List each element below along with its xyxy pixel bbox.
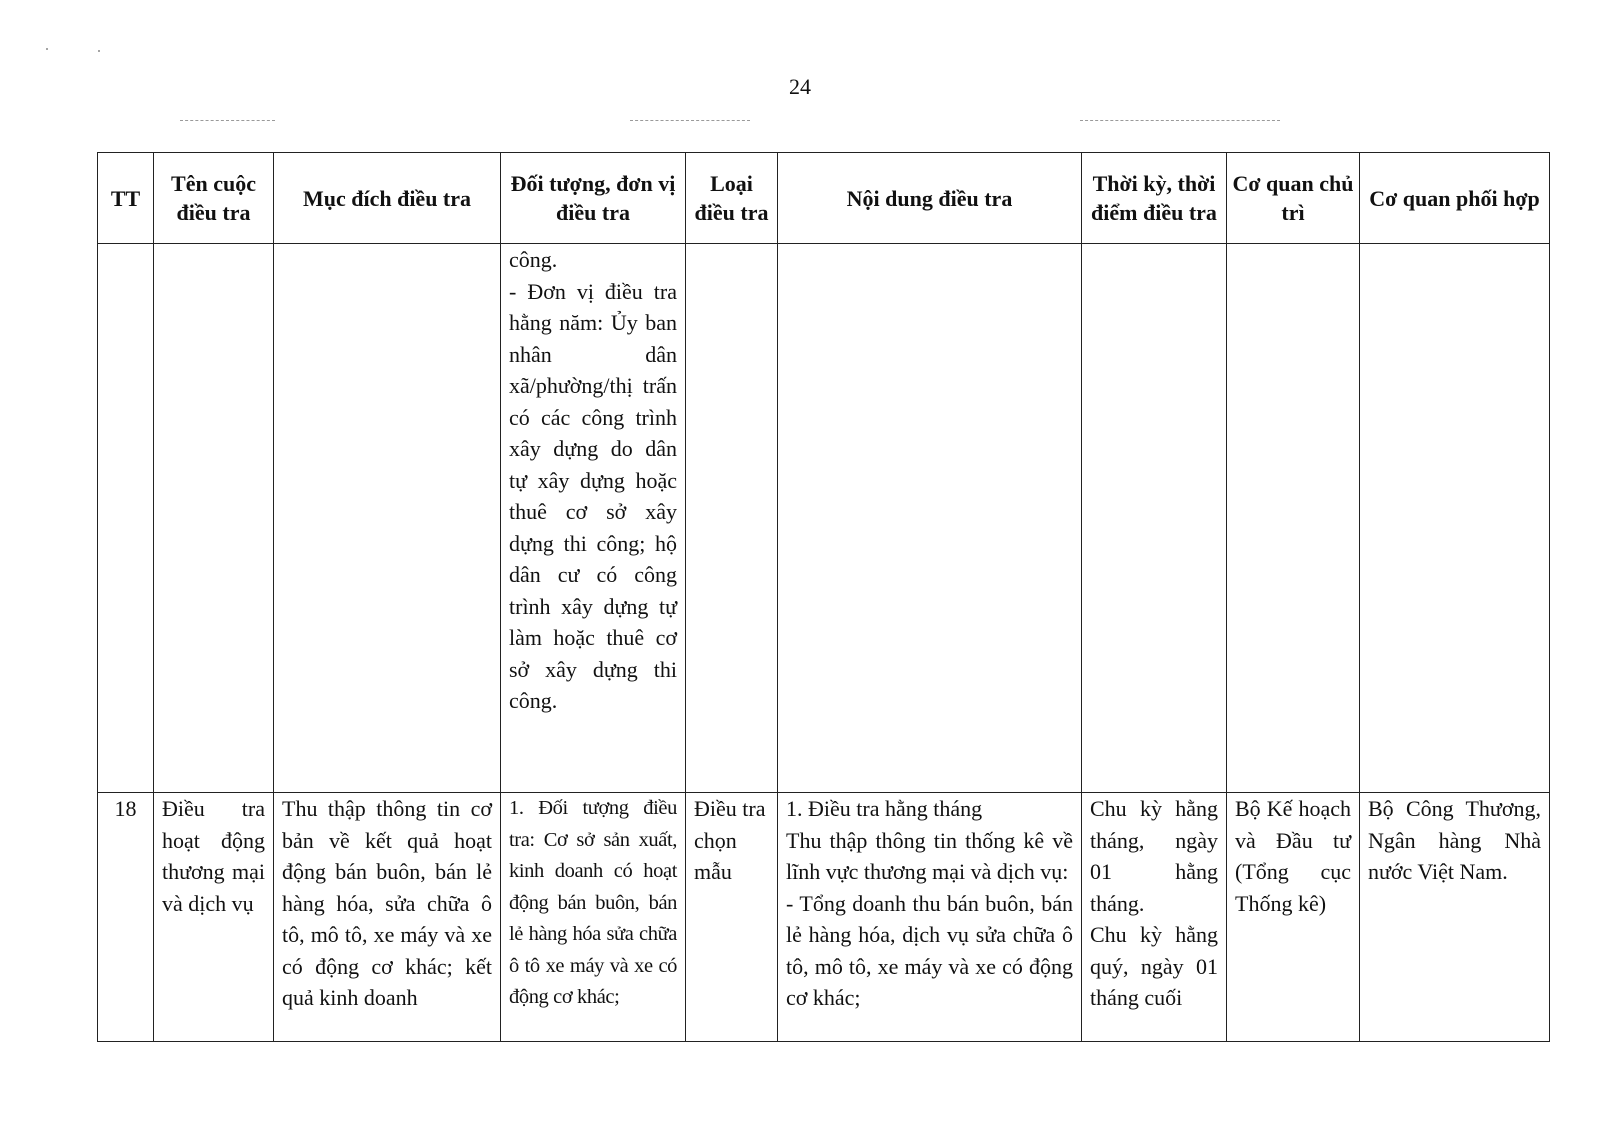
header-noi-dung: Nội dung điều tra (778, 153, 1082, 244)
cell-empty (1360, 244, 1550, 793)
cell-loai-dieu-tra: Điều tra chọn mẫu (686, 793, 778, 1042)
cell-empty (98, 244, 154, 793)
header-doi-tuong: Đối tượng, đơn vị điều tra (501, 153, 686, 244)
table-header-row (98, 153, 1550, 244)
scan-artifact (46, 48, 48, 50)
survey-table (97, 152, 1550, 1042)
cell-noi-dung (778, 793, 1082, 1042)
cell-co-quan-phoi-hop: Bộ Công Thương, Ngân hàng Nhà nước Việt Nam. (1360, 793, 1550, 1042)
cell-ten-cuoc-dieu-tra: Điều tra hoạt động thương mại và dịch vụ (154, 793, 274, 1042)
cell-empty (1227, 244, 1360, 793)
header-loai-dieu-tra: Loại điều tra (686, 153, 778, 244)
header-thoi-ky: Thời kỳ, thời điểm điều tra (1082, 153, 1227, 244)
page-number: 24 (789, 74, 811, 99)
cell-text-line: Thu thập thông tin thống kê về lĩnh vực thương mại và dịch vụ: (786, 827, 1073, 884)
cell-text-line: 1. Điều tra hằng tháng (786, 796, 983, 821)
header-tt: TT (98, 153, 154, 244)
table-row (98, 793, 1550, 1042)
scan-artifact (98, 50, 100, 52)
cell-doi-tuong-continued (501, 244, 686, 793)
scan-artifact (630, 120, 750, 121)
cell-empty (778, 244, 1082, 793)
cell-text-line: công. (509, 247, 558, 272)
cell-text-line: - Tổng doanh thu bán buôn, bán lẻ hàng hóa, dịch vụ sửa chữa ô tô, mô tô, xe máy và xe có động cơ khác; (786, 890, 1073, 1010)
cell-empty (686, 244, 778, 793)
cell-empty (274, 244, 501, 793)
cell-text-line: Chu kỳ hằng quý, ngày 01 tháng cuối (1090, 922, 1218, 1010)
cell-doi-tuong: 1. Đối tượng điều tra: Cơ sở sản xuất, kinh doanh có hoạt động bán buôn, bán lẻ hàng hóa sửa chữa ô tô xe máy và xe có động cơ khác; (501, 793, 686, 1042)
cell-text-line: Chu kỳ hằng tháng, ngày 01 hằng tháng. (1090, 796, 1218, 916)
scan-artifact (180, 120, 275, 121)
cell-empty (1082, 244, 1227, 793)
cell-muc-dich: Thu thập thông tin cơ bản về kết quả hoạt động bán buôn, bán lẻ hàng hóa, sửa chữa ô tô, mô tô, xe máy và xe có động cơ khác; kết quả kinh doanh (274, 793, 501, 1042)
scan-artifact (1080, 120, 1280, 121)
header-co-quan-phoi-hop: Cơ quan phối hợp (1360, 153, 1550, 244)
cell-thoi-ky (1082, 793, 1227, 1042)
cell-empty (154, 244, 274, 793)
cell-text-line: - Đơn vị điều tra hằng năm: Ủy ban nhân dân xã/phường/thị trấn có các công trình xây dựng do dân tự xây dựng hoặc thuê cơ sở xây dựng thi công; hộ dân cư có công trình xây dựng tự làm hoặc thuê cơ sở xây dựng thi công. (509, 278, 677, 713)
table-row (98, 244, 1550, 793)
header-co-quan-chu-tri: Cơ quan chủ trì (1227, 153, 1360, 244)
cell-tt: 18 (98, 793, 154, 1042)
cell-co-quan-chu-tri: Bộ Kế hoạch và Đầu tư (Tổng cục Thống kê) (1227, 793, 1360, 1042)
header-muc-dich: Mục đích điều tra (274, 153, 501, 244)
header-ten-cuoc-dieu-tra: Tên cuộc điều tra (154, 153, 274, 244)
